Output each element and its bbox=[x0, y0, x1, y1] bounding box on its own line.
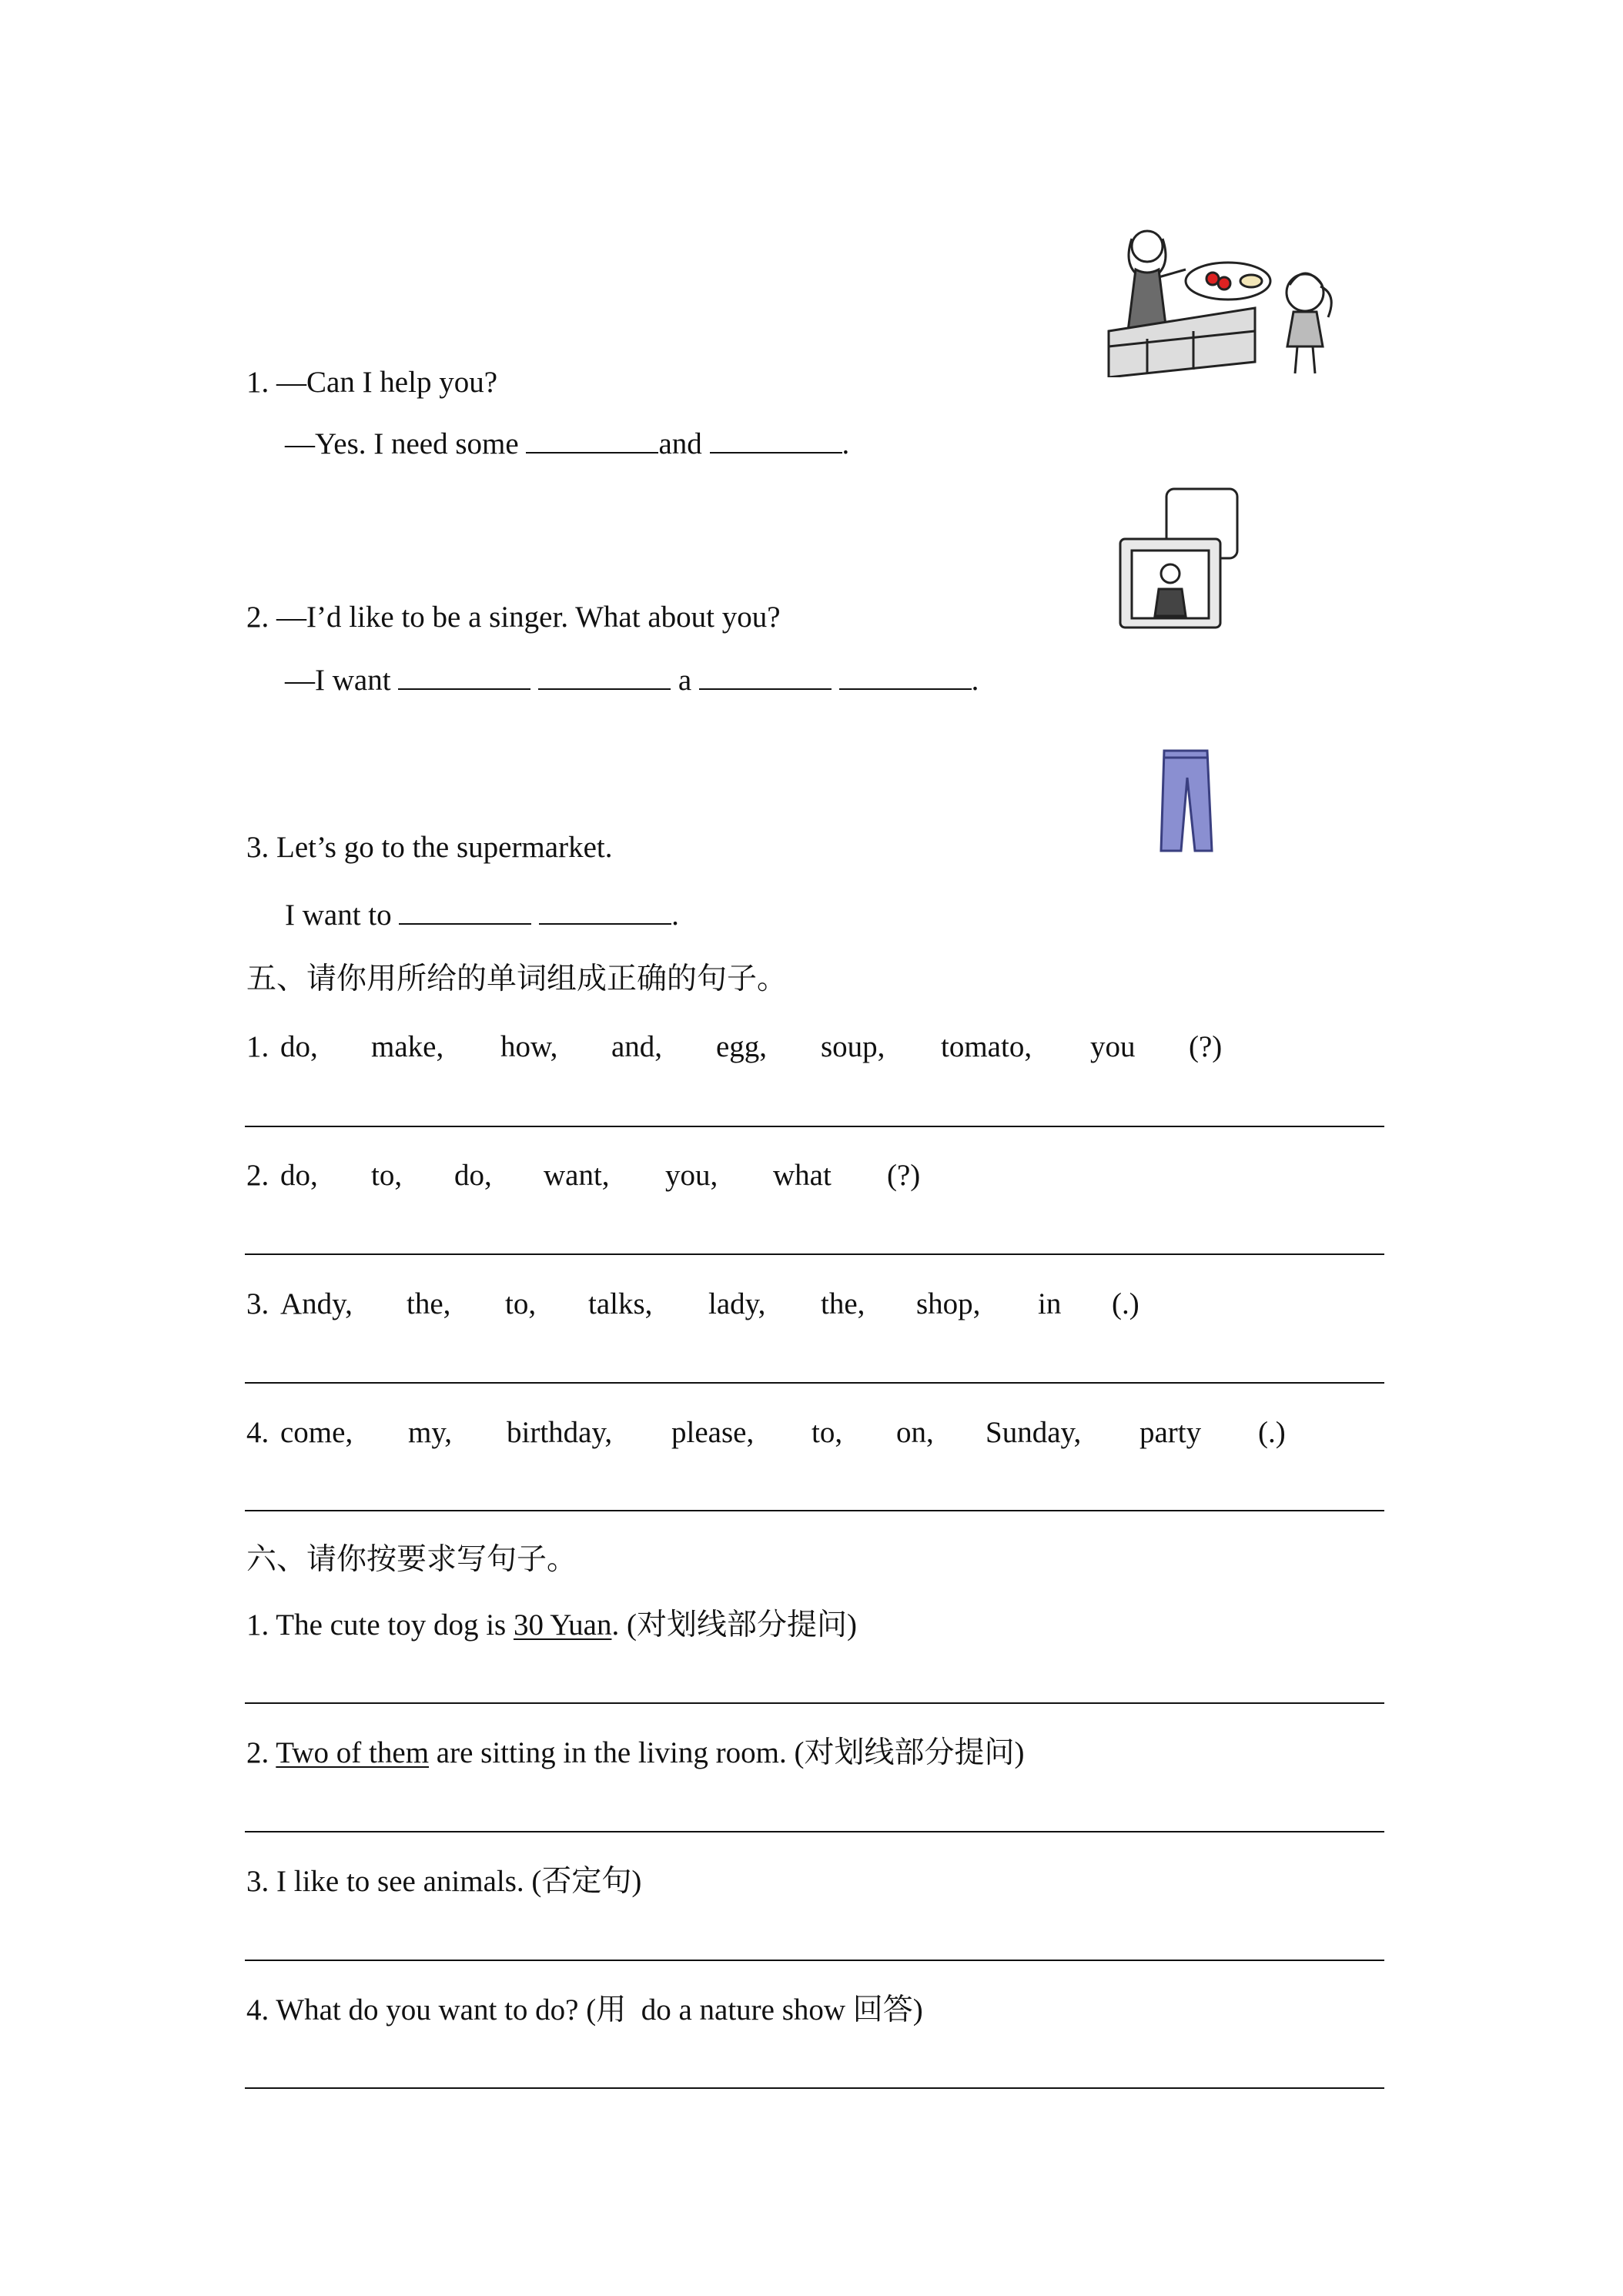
s6-item-3: 3. I like to see animals. (否定句) bbox=[246, 1865, 642, 1898]
word: to, bbox=[505, 1287, 537, 1320]
word: to, bbox=[371, 1159, 403, 1192]
word: want, bbox=[544, 1159, 610, 1192]
word: Andy, bbox=[280, 1287, 353, 1320]
word: do, bbox=[280, 1159, 318, 1192]
q4-3-prompt: 3. Let’s go to the supermarket. bbox=[246, 831, 613, 864]
answer-line[interactable] bbox=[245, 1382, 1384, 1384]
word: my, bbox=[408, 1416, 453, 1449]
word: (.) bbox=[1258, 1416, 1286, 1449]
word: you bbox=[1090, 1030, 1136, 1063]
answer-blank[interactable] bbox=[399, 900, 531, 925]
word: shop, bbox=[916, 1287, 981, 1320]
shop-illustration bbox=[1101, 223, 1347, 377]
trousers-illustration bbox=[1155, 747, 1216, 855]
underlined-text: Two of them bbox=[276, 1736, 430, 1769]
word: the, bbox=[407, 1287, 451, 1320]
q4-2-answer: —I want a . bbox=[285, 664, 979, 697]
section5-heading: 五、请你用所给的单词组成正确的句子。 bbox=[246, 962, 788, 996]
word: please, bbox=[671, 1416, 755, 1449]
q4-2-prompt: 2. —I’d like to be a singer. What about you? bbox=[246, 601, 781, 634]
word: (.) bbox=[1112, 1287, 1139, 1320]
word: egg, bbox=[716, 1030, 768, 1063]
answer-line[interactable] bbox=[245, 1702, 1384, 1704]
word: tomato, bbox=[941, 1030, 1032, 1063]
word: what bbox=[773, 1159, 832, 1192]
q4-3-answer: I want to . bbox=[285, 899, 679, 932]
tv-illustration bbox=[1116, 485, 1247, 631]
q4-1-answer: —Yes. I need some and . bbox=[285, 427, 850, 460]
word: on, bbox=[896, 1416, 934, 1449]
word: come, bbox=[280, 1416, 353, 1449]
word: (?) bbox=[887, 1159, 921, 1192]
item-number: 4. bbox=[246, 1416, 269, 1449]
word: birthday, bbox=[507, 1416, 613, 1449]
answer-blank[interactable] bbox=[839, 665, 972, 690]
answer-line[interactable] bbox=[245, 1126, 1384, 1127]
answer-blank[interactable] bbox=[710, 429, 842, 454]
word: in bbox=[1038, 1287, 1062, 1320]
word: party bbox=[1139, 1416, 1202, 1449]
s6-item-2: 2. Two of them are sitting in the living room. (对划线部分提问) bbox=[246, 1736, 1025, 1769]
word: and, bbox=[611, 1030, 663, 1063]
word: to, bbox=[812, 1416, 843, 1449]
section6-heading: 六、请你按要求写句子。 bbox=[246, 1543, 577, 1576]
answer-line[interactable] bbox=[245, 2087, 1384, 2089]
answer-line[interactable] bbox=[245, 1960, 1384, 1961]
q4-1-prompt: 1. —Can I help you? bbox=[246, 366, 498, 399]
word: how, bbox=[500, 1030, 558, 1063]
answer-blank[interactable] bbox=[398, 665, 530, 690]
underlined-text: 30 Yuan bbox=[513, 1608, 612, 1642]
word: Sunday, bbox=[986, 1416, 1082, 1449]
word: make, bbox=[371, 1030, 444, 1063]
word: the, bbox=[821, 1287, 865, 1320]
answer-line[interactable] bbox=[245, 1510, 1384, 1511]
word: talks, bbox=[588, 1287, 653, 1320]
word: soup, bbox=[821, 1030, 885, 1063]
answer-line[interactable] bbox=[245, 1253, 1384, 1255]
word: lady, bbox=[708, 1287, 766, 1320]
answer-blank[interactable] bbox=[699, 665, 832, 690]
answer-blank[interactable] bbox=[538, 665, 671, 690]
item-number: 1. bbox=[246, 1030, 269, 1063]
s6-item-1: 1. The cute toy dog is 30 Yuan. (对划线部分提问) bbox=[246, 1608, 857, 1642]
s6-item-4: 4. What do you want to do? (用 do a nature show 回答) bbox=[246, 1993, 923, 2027]
word: do, bbox=[280, 1030, 318, 1063]
item-number: 3. bbox=[246, 1287, 269, 1320]
word: you, bbox=[665, 1159, 718, 1192]
word: (?) bbox=[1189, 1030, 1223, 1063]
answer-line[interactable] bbox=[245, 1831, 1384, 1832]
item-number: 2. bbox=[246, 1159, 269, 1192]
answer-blank[interactable] bbox=[539, 900, 671, 925]
word: do, bbox=[454, 1159, 492, 1192]
answer-blank[interactable] bbox=[526, 429, 658, 454]
